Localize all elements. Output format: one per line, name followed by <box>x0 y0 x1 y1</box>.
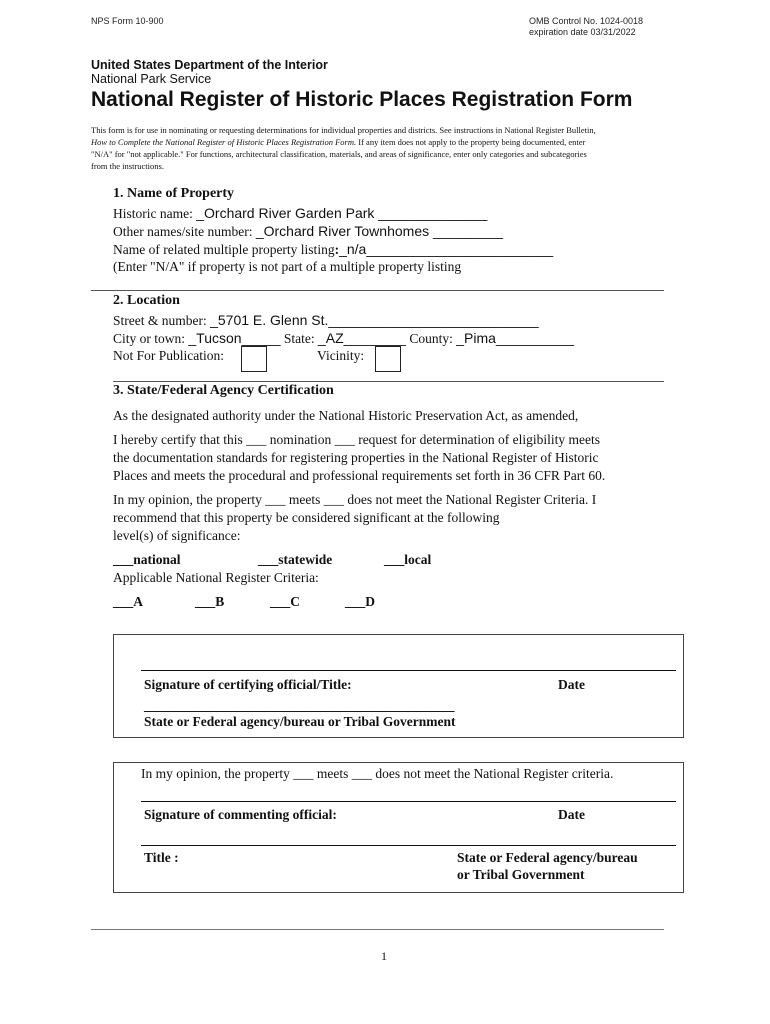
level-local[interactable]: ___local <box>384 552 432 567</box>
historic-name-row <box>113 204 487 223</box>
intro-line-2 <box>91 136 691 148</box>
department-name: United States Department of the Interior <box>91 58 328 72</box>
other-names-field[interactable]: _Orchard River Townhomes _________ <box>255 223 504 239</box>
certifying-signature-line[interactable] <box>141 670 676 671</box>
commenting-signature-line[interactable] <box>141 801 676 802</box>
level-statewide[interactable]: ___statewide <box>258 552 333 567</box>
criteria-label: Applicable National Register Criteria: <box>113 570 319 585</box>
intro-paragraph <box>91 124 691 172</box>
form-number: NPS Form 10-900 <box>91 16 164 26</box>
criterion-a[interactable]: ___A <box>113 594 143 609</box>
intro-line-4: from the instructions. <box>91 161 164 171</box>
intro-line-2-rest: If any item does not apply to the property being documented, enter <box>356 137 586 147</box>
street-label: Street & number: <box>113 313 211 328</box>
certifying-date-label: Date <box>558 677 585 692</box>
street-row <box>113 311 539 330</box>
section-2-heading: 2. Location <box>113 293 180 308</box>
certifying-agency-field[interactable]: ______________________________________________ <box>144 698 455 713</box>
historic-name-field[interactable]: _Orchard River Garden Park ______________ <box>196 205 488 221</box>
page-number: 1 <box>381 949 387 963</box>
intro-line-3: "N/A" for "not applicable." For functions, architectural classification, materials, and areas of significance, enter only categories and subcategories <box>91 149 587 159</box>
certify-line-1: I hereby certify that this ___ nomination ___ request for determination of eligibility meets <box>113 432 601 447</box>
related-listing-field[interactable]: _n/a________________________ <box>339 241 554 257</box>
city-state-county-row <box>113 329 574 348</box>
criterion-c[interactable]: ___C <box>270 594 300 609</box>
state-field[interactable]: _AZ________ <box>318 330 406 346</box>
other-names-row <box>113 222 503 241</box>
county-label: County: <box>405 331 457 346</box>
commenting-opinion: In my opinion, the property ___ meets ___ does not meet the National Register criteria. <box>141 766 614 781</box>
section-divider <box>113 381 664 382</box>
certify-line-2: the documentation standards for registering properties in the National Register of Historic <box>113 450 599 465</box>
commenting-agency-label-1: State or Federal agency/bureau <box>457 850 638 865</box>
not-for-publication-checkbox[interactable] <box>241 346 267 372</box>
section-3-heading: 3. State/Federal Agency Certification <box>113 383 334 398</box>
commenting-title-line[interactable] <box>141 845 676 846</box>
page-title: National Register of Historic Places Registration Form <box>91 88 633 111</box>
opinion-line-2: recommend that this property be considered significant at the following <box>113 510 500 525</box>
not-for-publication-label: Not For Publication: <box>113 348 224 363</box>
certifying-signature-label: Signature of certifying official/Title: <box>144 677 352 692</box>
certifying-agency-label: State or Federal agency/bureau or Tribal Government <box>144 714 456 729</box>
commenting-signature-label: Signature of commenting official: <box>144 807 337 822</box>
level-national[interactable]: ___national <box>113 552 181 567</box>
expiration-date: expiration date 03/31/2022 <box>529 27 636 37</box>
city-label: City or town: <box>113 331 189 346</box>
section-divider <box>91 290 664 291</box>
criterion-b[interactable]: ___B <box>195 594 225 609</box>
commenting-agency-label-2: or Tribal Government <box>457 867 585 882</box>
related-listing-row <box>113 240 553 259</box>
vicinity-checkbox[interactable] <box>375 346 401 372</box>
other-names-label: Other names/site number: <box>113 224 256 239</box>
section-1-heading: 1. Name of Property <box>113 186 235 201</box>
state-label: State: <box>280 331 318 346</box>
bulletin-title: How to Complete the National Register of Historic Places Registration Form. <box>91 137 357 147</box>
authority-statement: As the designated authority under the National Historic Preservation Act, as amended, <box>113 408 579 423</box>
omb-control-number: OMB Control No. 1024-0018 <box>529 16 644 26</box>
commenting-title-label: Title : <box>144 850 179 865</box>
opinion-line-3: level(s) of significance: <box>113 528 241 543</box>
footer-divider <box>91 929 664 930</box>
county-field[interactable]: _Pima__________ <box>456 330 574 346</box>
commenting-date-label: Date <box>558 807 585 822</box>
certify-line-3: Places and meets the procedural and professional requirements set forth in 36 CFR Part 60. <box>113 468 606 483</box>
criterion-d[interactable]: ___D <box>345 594 375 609</box>
street-field[interactable]: _5701 E. Glenn St.___________________________ <box>210 312 539 328</box>
related-listing-colon: : <box>334 242 340 257</box>
related-listing-label: Name of related multiple property listing <box>113 242 335 257</box>
intro-line-1: This form is for use in nominating or requesting determinations for individual properties and districts. See instructions in National Register Bulletin, <box>91 125 596 135</box>
city-field[interactable]: _Tucson_____ <box>188 330 281 346</box>
historic-name-label: Historic name: <box>113 206 197 221</box>
opinion-line-1: In my opinion, the property ___ meets ___ does not meet the National Register Criteria. I <box>113 492 597 507</box>
service-name: National Park Service <box>91 72 212 86</box>
vicinity-label: Vicinity: <box>317 348 365 363</box>
related-listing-note: (Enter "N/A" if property is not part of a multiple property listing <box>113 259 462 274</box>
